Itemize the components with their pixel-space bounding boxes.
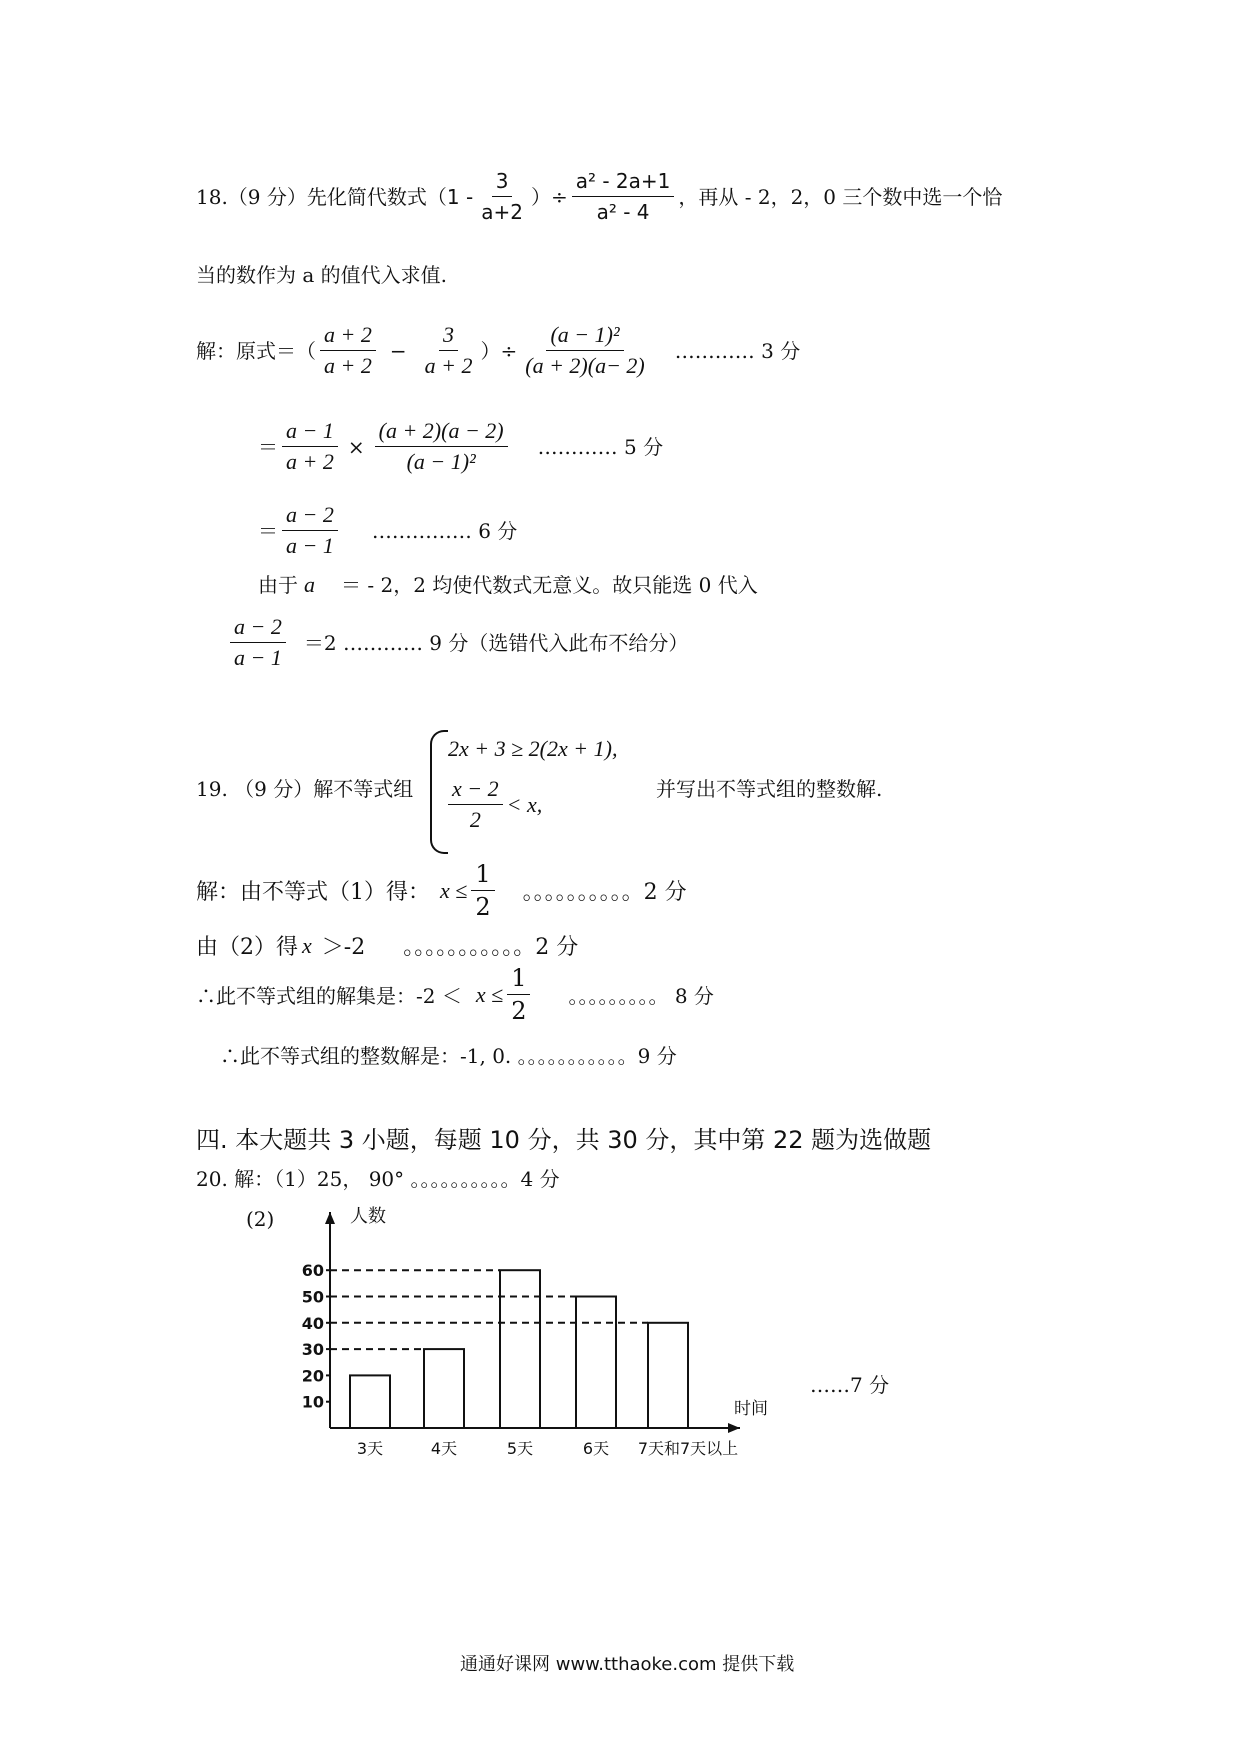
s2-fraction-2: $\frac{(a + 2)(a - 2)}{\text{(a − 1)²}}$ [375, 418, 508, 475]
q19-l3-fraction: $\frac{1}{2}$ [507, 964, 530, 1025]
q20-part2-label: (2) [246, 1207, 275, 1231]
y-tick-label: 40 [301, 1313, 324, 1333]
q19-l3-lead: ∴此不等式组的解集是：-2 ＜ [196, 984, 462, 1008]
s4-var: a [304, 572, 315, 597]
y-tick-label: 10 [301, 1392, 324, 1412]
y-tick-label: 20 [301, 1366, 324, 1386]
bar [576, 1297, 616, 1429]
y-tick-label: 50 [301, 1287, 324, 1307]
x-tick-label: 4天 [430, 1439, 458, 1458]
y-axis-label: 人数 [350, 1206, 386, 1227]
q18-line2: 当的数作为 a 的值代入求值. [196, 263, 447, 287]
q19-l1-lead: 解：由不等式（1）得： [196, 880, 430, 905]
q19-lead: 19. （9 分）解不等式组 [196, 777, 414, 801]
q19-l1-var: x ≤ [440, 877, 468, 903]
x-tick-label: 7天和7天以上 [637, 1439, 739, 1458]
y-axis-arrow [325, 1212, 335, 1224]
x-axis-label: 时间 [734, 1399, 768, 1419]
q19-ineq2-fraction: $\frac{x - 2}{2}$ [448, 776, 503, 833]
s2-score: ………… 5 分 [537, 434, 664, 459]
q19-line4: ∴此不等式组的整数解是：-1, 0. 。。。。。。。。。。。9 分 [220, 1044, 677, 1068]
s1-score: ………… 3 分 [674, 338, 801, 363]
q20-score: ……7 分 [810, 1373, 890, 1397]
x-tick-label: 3天 [356, 1439, 384, 1458]
bar [500, 1270, 540, 1428]
s5-fraction: $\frac{a - 2}{a - 1}$ [230, 614, 286, 671]
footer-text: 通通好课网 www.tthaoke.com 提供下载 [460, 1654, 795, 1675]
x-tick-label: 5天 [506, 1439, 534, 1458]
x-tick-label: 6天 [582, 1439, 610, 1458]
q18-sol-lead: 解：原式＝（ [196, 338, 316, 363]
bar [648, 1323, 688, 1428]
s1-fraction-3: $\frac{\text{(a − 1)²}}{(a + 2)(a- 2)}$ [525, 322, 645, 378]
s1-fraction-2: $\frac{3}{a + 2}$ [424, 322, 473, 378]
s5-tail: ＝2 ………… 9 分（选错代入此布不给分） [303, 630, 689, 655]
s1-div: ）÷ [480, 338, 518, 363]
s1-fraction-1: $\frac{a + 2}{a + 2}$ [320, 322, 376, 379]
q18-lead: 18.（9 分）先化简代数式（ [196, 184, 447, 209]
s3-eq: ＝ [258, 518, 278, 543]
bar [350, 1375, 390, 1428]
section4-heading: 四. 本大题共 3 小题，每题 10 分，共 30 分，其中第 22 题为选做题 [196, 1126, 932, 1154]
s3-fraction: $\frac{a - 2}{a - 1}$ [282, 502, 338, 559]
q18-fraction-1: $\frac{3}{a+2}$ [481, 169, 523, 224]
y-tick-label: 30 [301, 1340, 324, 1360]
q19-l1-fraction: $\frac{1}{2}$ [471, 860, 494, 921]
q19-l2-lead: 由（2）得 [196, 935, 298, 960]
s2-fraction-1: $\frac{a - 1}{a + 2}$ [282, 418, 338, 475]
bar [424, 1349, 464, 1428]
q18-fraction-2: $\frac{\text{a² - 2a+1}}{\text{a² - 4}}$ [572, 168, 675, 225]
s2-times: × [347, 434, 365, 459]
s3-score: …………… 6 分 [371, 518, 518, 543]
q18-tail: ，再从 - 2，2，0 三个数中选一个恰 [678, 184, 1003, 209]
q19-l2-tail: ＞-2 [321, 935, 366, 960]
s4-text-a: 由于 [258, 573, 298, 597]
q20-line1: 20. 解：（1）25， 90° 。。。。。。。。。。4 分 [196, 1167, 560, 1191]
y-tick-label: 60 [301, 1261, 324, 1281]
q19-l2-var: x [302, 932, 312, 958]
x-axis-arrow [728, 1423, 740, 1433]
q19-l3-var: x ≤ [475, 981, 504, 1007]
q19-ineq1: 2x + 3 ≥ 2(2x + 1), [448, 736, 618, 761]
q19-ineq2-tail: < x, [506, 791, 543, 817]
q19-l2-score: 。。。。。。。。。。。2 分 [403, 935, 579, 960]
q19-l1-score: 。。。。。。。。。。2 分 [522, 880, 687, 905]
q19-l3-score: 。。。。。。。。。 8 分 [568, 984, 714, 1008]
s4-text-b: ＝ - 2，2 均使代数式无意义。故只能选 0 代入 [341, 573, 758, 597]
q18-one-minus: 1 - [446, 184, 474, 209]
s1-minus: − [389, 338, 407, 363]
s2-eq: ＝ [258, 434, 278, 459]
q18-close-div: ）÷ [530, 184, 568, 209]
q19-tail: 并写出不等式组的整数解. [656, 777, 883, 801]
